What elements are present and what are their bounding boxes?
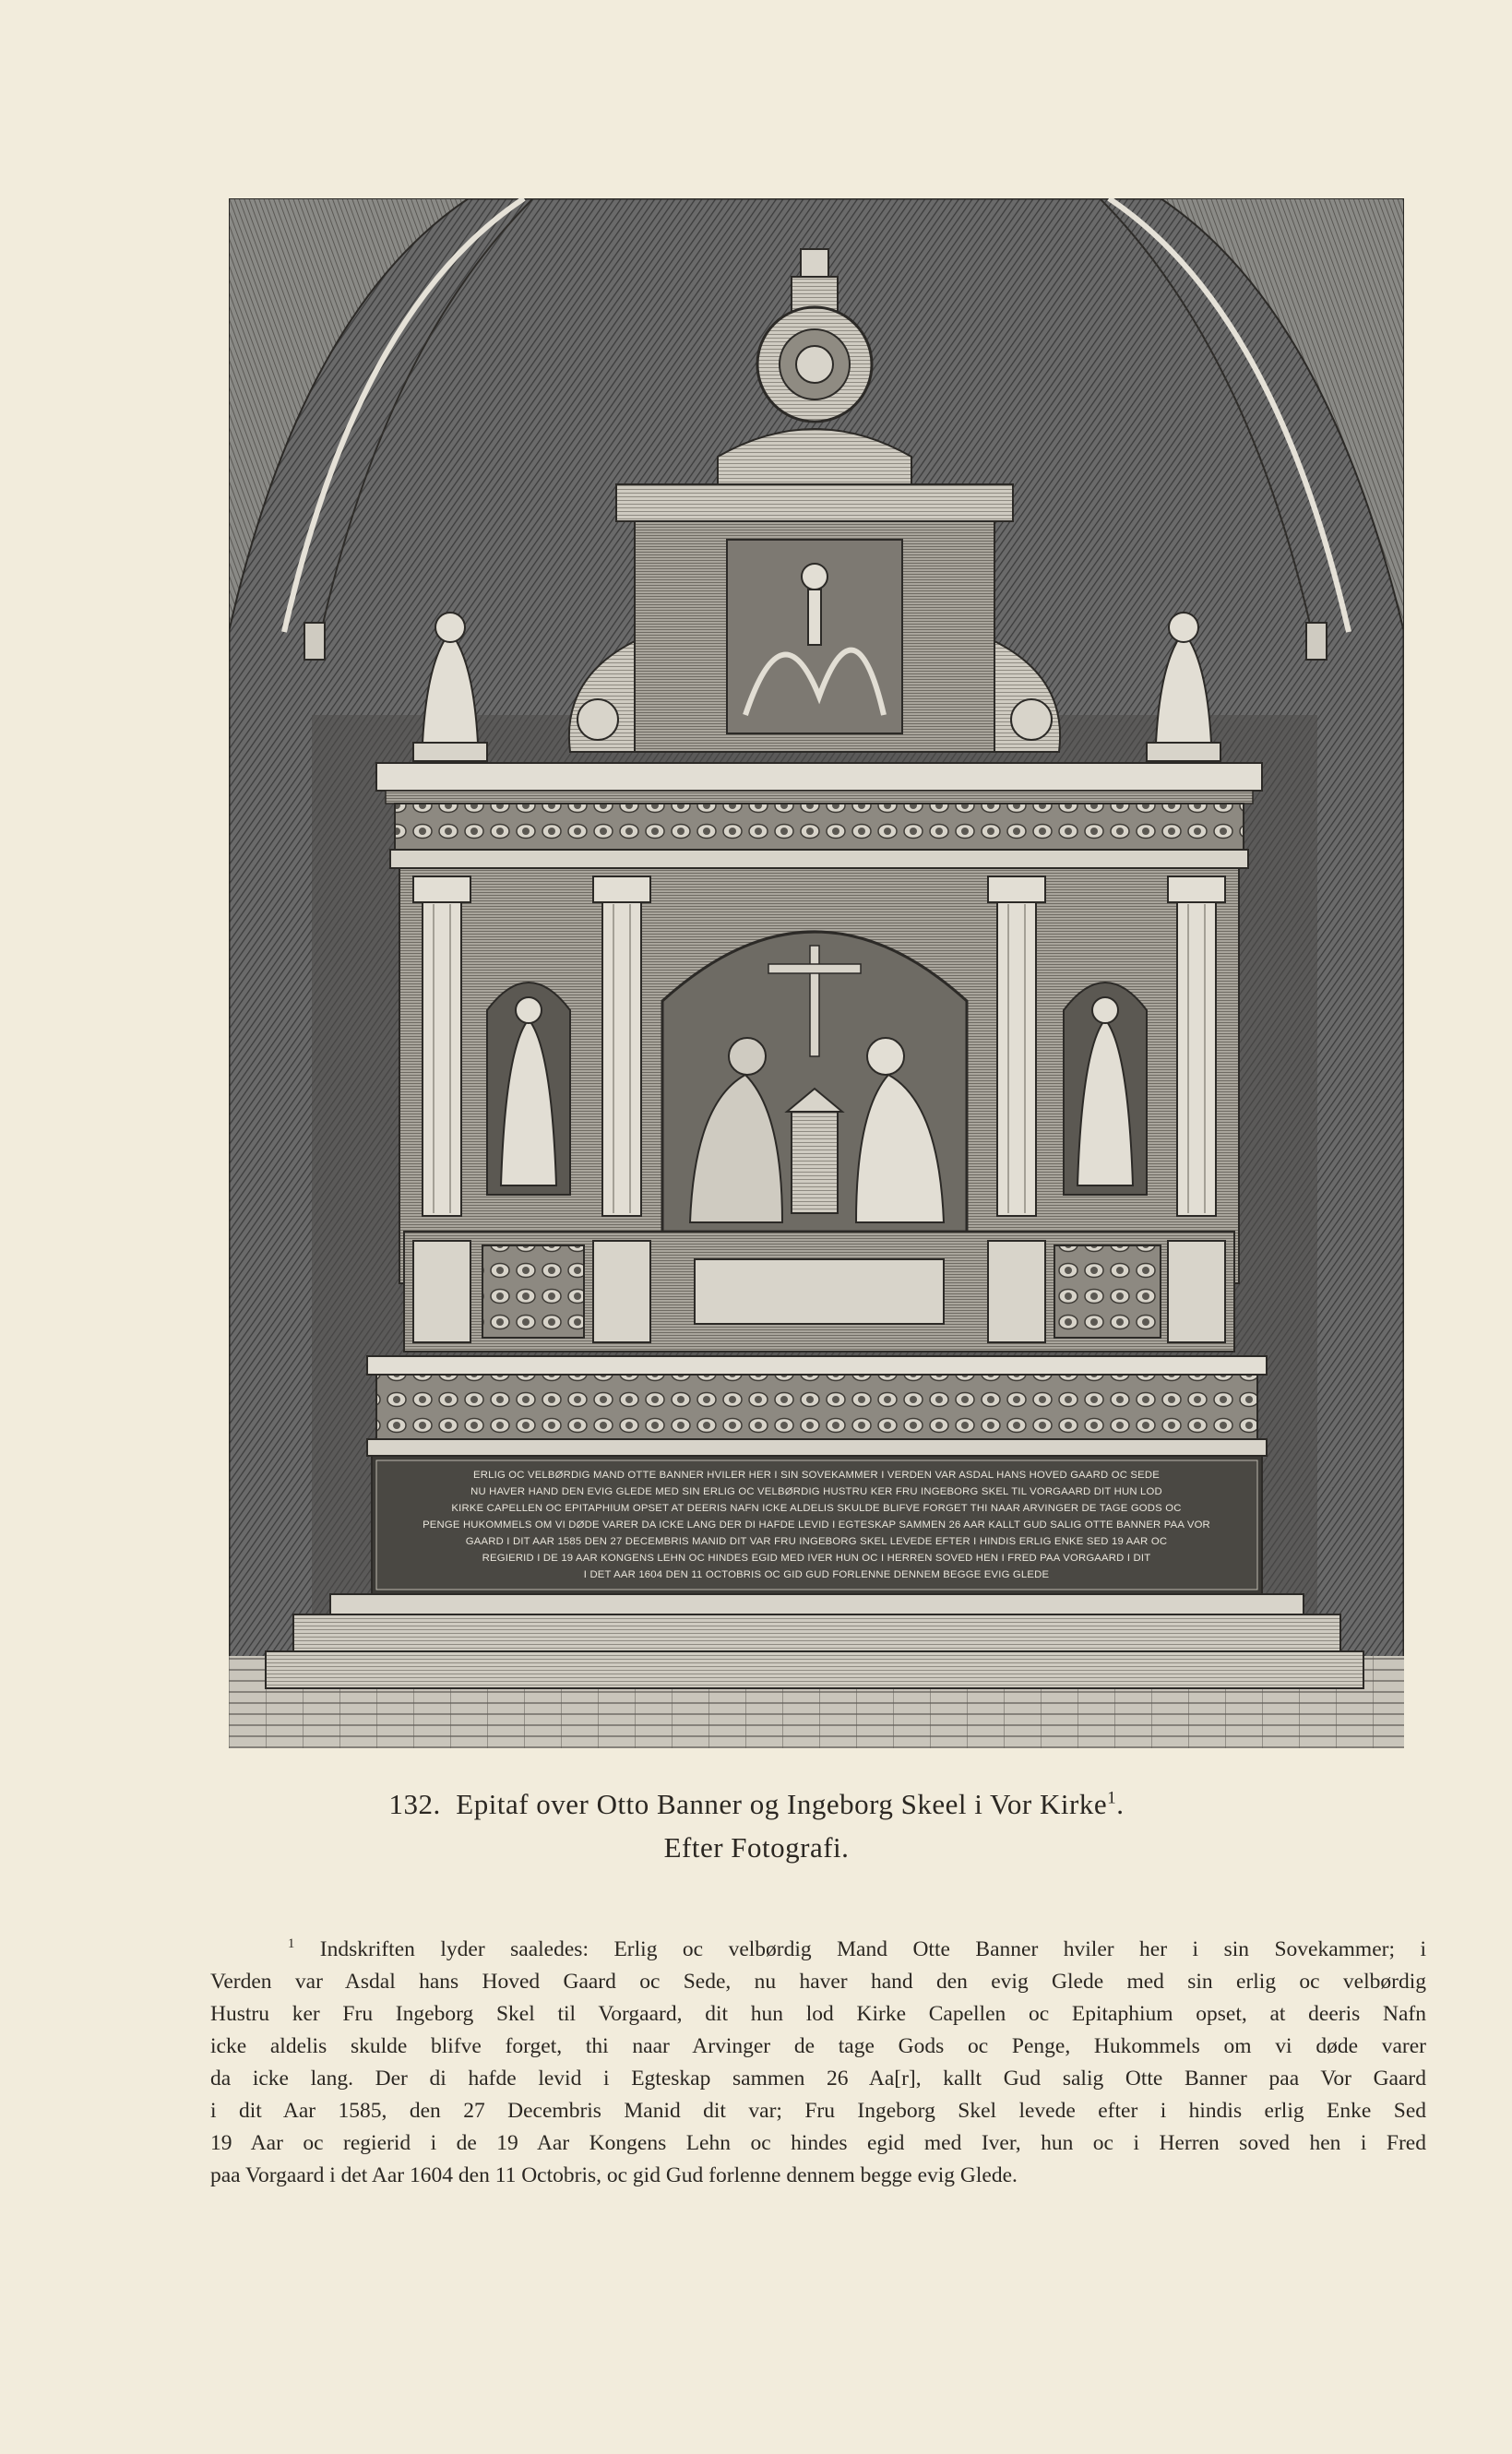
- footnote-line: i dit Aar 1585, den 27 Decembris Manid dit var; Fru Ingeborg Skel levede efter i hindis erlig Enke Sed: [210, 2099, 1426, 2123]
- footnote-line: da icke lang. Der di hafde levid i Egteskap sammen 26 Aa[r], kallt Gud salig Otte Banner paa Vor Gaard: [210, 2067, 1426, 2091]
- inscription-line: GAARD I DIT AAR 1585 DEN 27 DECEMBRIS MANID DIT VAR FRU INGEBORG SKEL LEVEDE EFTER I HINDIS ERLIG ENKE SED 19 AAR OC: [465, 1536, 1168, 1547]
- caption-number: 132.: [388, 1788, 441, 1820]
- engraving-plate: [229, 198, 1404, 1748]
- footnote-line: paa Vorgaard i det Aar 1604 den 11 Octobris, oc gid Gud forlenne dennem begge evig Glede.: [210, 2163, 1018, 2187]
- footnote: [210, 1934, 1426, 2192]
- inscription-line: REGIERID I DE 19 AAR KONGENS LEHN OC HINDES EGID MED IVER HUN OC I HERREN SOVED HEN I FRED PAA VORGAARD I DIT: [482, 1553, 1151, 1564]
- epitaph-engraving: [229, 198, 1404, 1748]
- footnote-marker: 1: [288, 1936, 295, 1952]
- footnote-line: 19 Aar oc regierid i de 19 Aar Kongens Lehn oc hindes egid med Iver, hun oc i Herren soved hen i Fred: [210, 2131, 1426, 2155]
- caption-subtitle: Efter Fotografi.: [663, 1831, 850, 1864]
- footnote-line: icke aldelis skulde blifve forget, thi naar Arvinger de tage Gods oc Penge, Hukommels om vi døde varer: [210, 2034, 1426, 2058]
- caption-end: .: [1116, 1788, 1125, 1820]
- footnote-text: Indskriften lyder saaledes: Erlig oc velbørdig Mand Otte Banner hviler her i sin Sovekammer; i: [319, 1937, 1427, 1961]
- footnote-line: [210, 1934, 1426, 1966]
- inscription-line: KIRKE CAPELLEN OC EPITAPHIUM OPSET AT DEERIS NAFN ICKE ALDELIS SKULDE BLIFVE FORGET THI NAAR ARVINGER DE TAGE GODS OC: [451, 1503, 1182, 1514]
- caption-text: Epitaf over Otto Banner og Ingeborg Skeel i Vor Kirke: [456, 1788, 1108, 1820]
- inscription-line: ERLIG OC VELBØRDIG MAND OTTE BANNER HVILER HER I SIN SOVEKAMMER I VERDEN VAR ASDAL HANS HOVED GAARD OC SEDE: [473, 1470, 1160, 1481]
- inscription-line: NU HAVER HAND DEN EVIG GLEDE MED SIN ERLIG OC VELBØRDIG HUSTRU KER FRU INGEBORG SKEL TIL VORGAARD DIT HUN LOD: [470, 1486, 1162, 1497]
- footnote-line: Verden var Asdal hans Hoved Gaard oc Sede, nu haver hand den evig Glede med sin erlig oc velbørdig: [210, 1970, 1426, 1994]
- inscription-line: I DET AAR 1604 DEN 11 OCTOBRIS OC GID GUD FORLENNE DENNEM BEGGE EVIG GLEDE: [583, 1569, 1050, 1580]
- footnote-line: Hustru ker Fru Ingeborg Skel til Vorgaard, dit hun lod Kirke Capellen oc Epitaphium opset, at deeris Nafn: [210, 2002, 1426, 2026]
- footnote-ref: 1: [1107, 1788, 1117, 1808]
- inscription-line: PENGE HUKOMMELS OM VI DØDE VARER DA ICKE LANG DER DI HAFDE LEVID I EGTESKAP SAMMEN 26 AAR KALLT GUD SALIG OTTE BANNER PAA VOR: [423, 1519, 1210, 1531]
- figure-caption: [138, 1788, 1375, 1821]
